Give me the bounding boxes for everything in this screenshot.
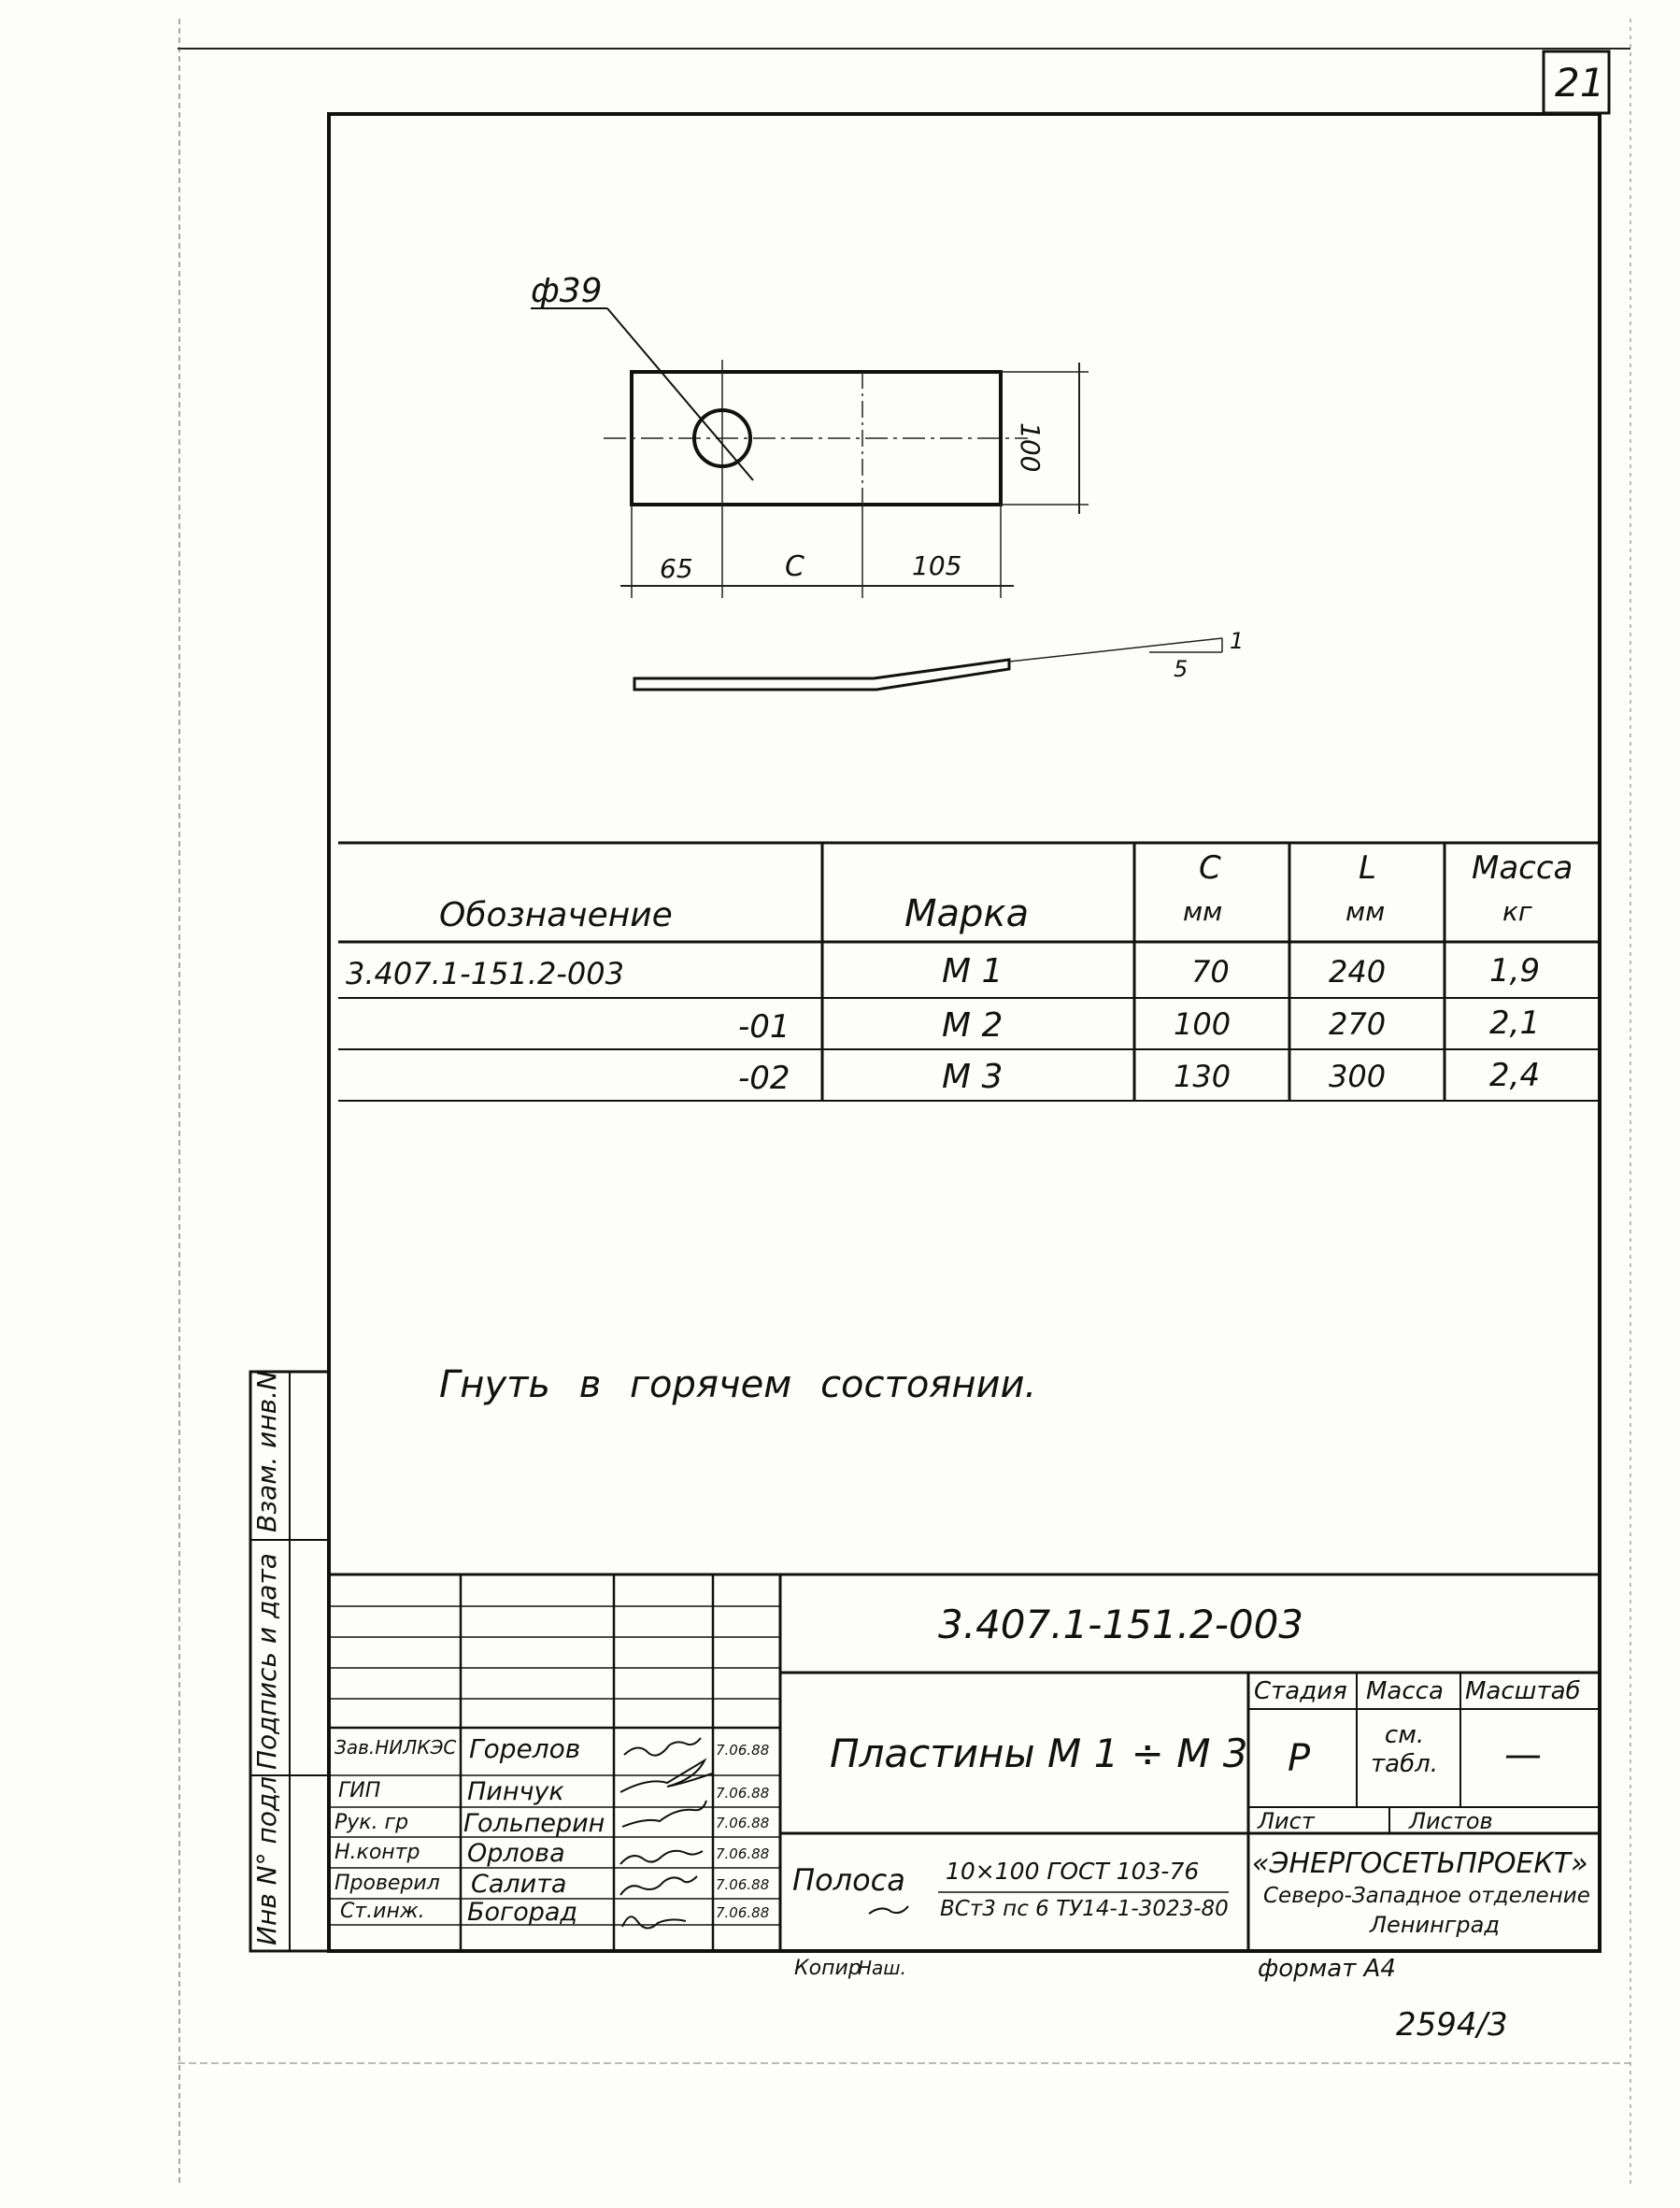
header-l-unit: мм — [1345, 896, 1386, 927]
sig-role-3: Рук. гр — [335, 1811, 409, 1834]
hole-dimension: ф39 — [531, 272, 603, 310]
table-row-2-c: 100 — [1174, 1006, 1232, 1042]
stage-label: Стадия — [1254, 1677, 1347, 1705]
table-row-2-mass: 2,1 — [1489, 1004, 1541, 1042]
header-mark: Марка — [904, 892, 1030, 935]
bend-run-label: 5 — [1174, 656, 1189, 682]
table-row-1-designation: 3.407.1-151.2-003 — [346, 956, 624, 991]
stage-value: Р — [1288, 1737, 1311, 1780]
sig-name-6: Богорад — [467, 1898, 578, 1927]
table-row-1-mass: 1,9 — [1489, 952, 1541, 990]
material-bottom: ВСт3 пс 6 ТУ14-1-3023-80 — [940, 1897, 1229, 1921]
drawing-title: Пластины М 1 ÷ М 3 — [830, 1731, 1248, 1776]
org-name: «ЭНЕРГОСЕТЬПРОЕКТ» — [1252, 1847, 1588, 1880]
table-row-3-l: 300 — [1329, 1059, 1387, 1094]
table-row-3-designation: -02 — [738, 1060, 790, 1097]
dimension-left: 65 — [660, 553, 693, 584]
header-c-unit: мм — [1183, 896, 1223, 927]
sig-date-3: 7.06.88 — [716, 1815, 770, 1831]
table-row-3-mark: М 3 — [942, 1058, 1004, 1096]
material-label: Полоса — [792, 1862, 905, 1898]
sig-role-6: Ст.инж. — [340, 1900, 425, 1923]
side-stamp-podpis-data: Подпись и дата — [251, 1553, 282, 1770]
sheets-label: Листов — [1409, 1808, 1493, 1834]
mass-label: Масса — [1366, 1677, 1444, 1705]
sig-name-1: Горелов — [469, 1733, 581, 1764]
copied-signature: Наш. — [858, 1957, 906, 1979]
sig-name-4: Орлова — [467, 1839, 565, 1868]
sig-date-5: 7.06.88 — [716, 1876, 770, 1893]
archive-number: 2594/3 — [1396, 2006, 1508, 2044]
doc-code: 3.407.1-151.2-003 — [938, 1602, 1304, 1647]
sheet-label: Лист — [1258, 1808, 1315, 1834]
scale-label: Масштаб — [1465, 1677, 1581, 1705]
dimension-right: 105 — [912, 550, 962, 581]
header-designation: Обозначение — [439, 896, 673, 934]
bend-slope-label: 1 — [1230, 628, 1245, 654]
sheet-number: 21 — [1555, 60, 1605, 106]
sig-role-4: Н.контр — [335, 1841, 420, 1864]
table-row-1-l: 240 — [1329, 954, 1387, 990]
org-branch: Северо-Западное отделение — [1263, 1884, 1590, 1908]
sig-date-4: 7.06.88 — [716, 1845, 770, 1862]
table-row-2-designation: -01 — [738, 1008, 790, 1046]
sig-name-3: Гольперин — [463, 1809, 605, 1838]
table-row-2-l: 270 — [1329, 1006, 1387, 1042]
sig-date-6: 7.06.88 — [716, 1904, 770, 1921]
scale-value: — — [1504, 1733, 1542, 1776]
org-city: Ленинград — [1370, 1912, 1500, 1938]
sig-date-2: 7.06.88 — [716, 1785, 770, 1802]
side-stamp-vzam-inv: Взам. инв.N — [251, 1370, 282, 1532]
sig-role-1: Зав.НИЛКЭС — [335, 1736, 457, 1759]
header-mass: Масса — [1472, 849, 1573, 887]
sig-role-5: Проверил — [335, 1872, 440, 1895]
material-top: 10×100 ГОСТ 103-76 — [946, 1858, 1200, 1885]
sig-role-2: ГИП — [338, 1779, 381, 1802]
height-dimension: 100 — [1015, 422, 1046, 473]
mass-value: см. табл. — [1371, 1721, 1438, 1779]
side-stamp-inv-podl: Инв N° подл — [251, 1775, 282, 1945]
plate-side-view — [634, 638, 1222, 690]
table-row-2-mark: М 2 — [942, 1006, 1004, 1045]
table-row-3-c: 130 — [1174, 1059, 1232, 1094]
copied-label: Копир — [794, 1957, 861, 1980]
dimension-center: C — [785, 550, 804, 583]
plate-plan-view — [531, 308, 1089, 598]
header-c: C — [1199, 849, 1221, 887]
note-text: Гнуть в горячем состоянии. — [439, 1363, 1037, 1406]
header-mass-unit: кг — [1502, 896, 1532, 927]
sig-name-5: Салита — [471, 1870, 567, 1899]
table-row-1-mark: М 1 — [942, 952, 1004, 990]
header-l: L — [1359, 849, 1376, 887]
sig-name-2: Пинчук — [467, 1777, 564, 1806]
format-label: формат А4 — [1258, 1955, 1396, 1983]
sig-date-1: 7.06.88 — [716, 1742, 770, 1759]
table-row-3-mass: 2,4 — [1489, 1057, 1541, 1094]
table-row-1-c: 70 — [1191, 954, 1230, 990]
